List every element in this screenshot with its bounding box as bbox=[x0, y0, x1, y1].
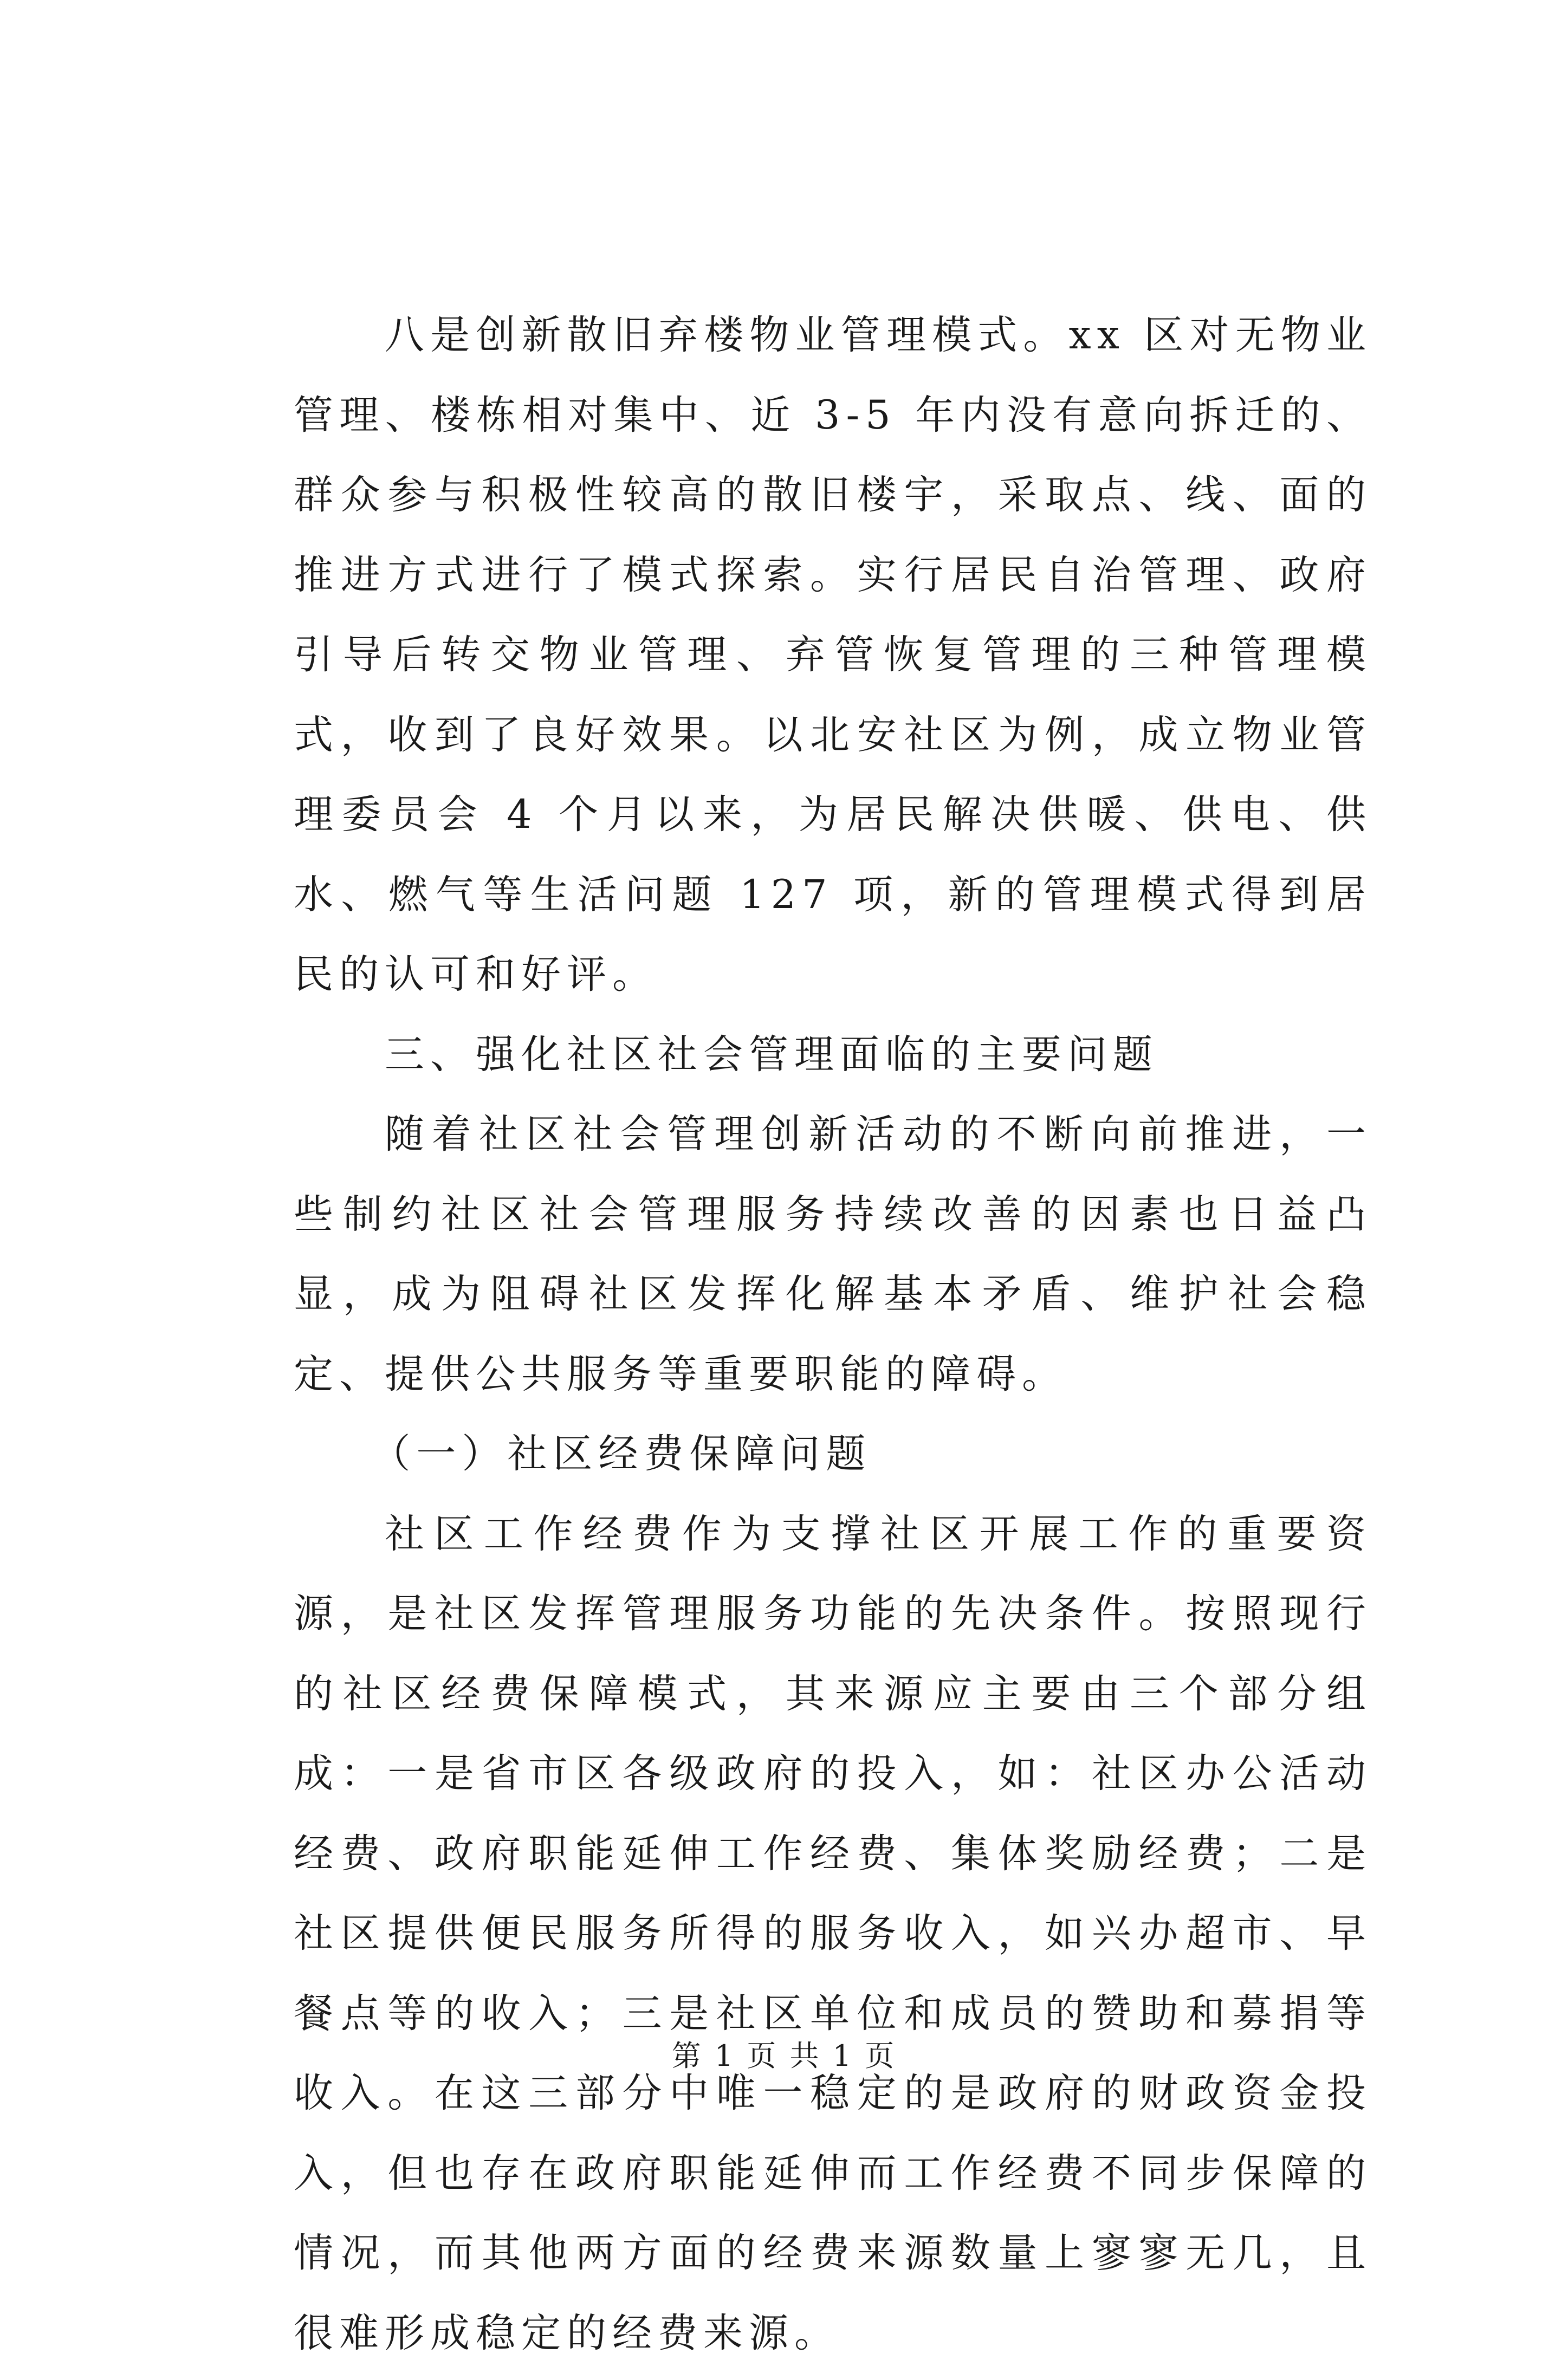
section-heading-main-problems: 三、强化社区社会管理面临的主要问题 bbox=[294, 1015, 1372, 1095]
subsection-heading-funding: （一）社区经费保障问题 bbox=[294, 1414, 1372, 1494]
paragraph-funding-sources: 社区工作经费作为支撑社区开展工作的重要资源，是社区发挥管理服务功能的先决条件。按照现行的社区经费保障模式，其来源应主要由三个部分组成：一是省市区各级政府的投入，如：社区办公活动经费、政府职能延伸工作经费、集体奖励经费；二是社区提供便民服务所得的服务收入，如兴办超市、早餐点等的收入；三是社区单位和成员的赞助和募捐等收入。在这三部分中唯一稳定的是政府的财政资金投入，但也存在政府职能延伸而工作经费不同步保障的情况，而其他两方面的经费来源数量上寥寥无几，且很难形成稳定的经费来源。 bbox=[294, 1494, 1372, 2373]
paragraph-property-management-model: 八是创新散旧弃楼物业管理模式。xx 区对无物业管理、楼栋相对集中、近 3-5 年内没有意向拆迁的、群众参与积极性较高的散旧楼宇，采取点、线、面的推进方式进行了模式探索。实行居民自治管理、政府引导后转交物业管理、弃管恢复管理的三种管理模式，收到了良好效果。以北安社区为例，成立物业管理委员会 4 个月以来，为居民解决供暖、供电、供水、燃气等生活问题 127 项，新的管理模式得到居民的认可和好评。 bbox=[294, 295, 1372, 1015]
page-footer: 第 1 页 共 1 页 bbox=[0, 2033, 1568, 2074]
paragraph-restricting-factors: 随着社区社会管理创新活动的不断向前推进，一些制约社区社会管理服务持续改善的因素也日益凸显，成为阻碍社区发挥化解基本矛盾、维护社会稳定、提供公共服务等重要职能的障碍。 bbox=[294, 1094, 1372, 1414]
